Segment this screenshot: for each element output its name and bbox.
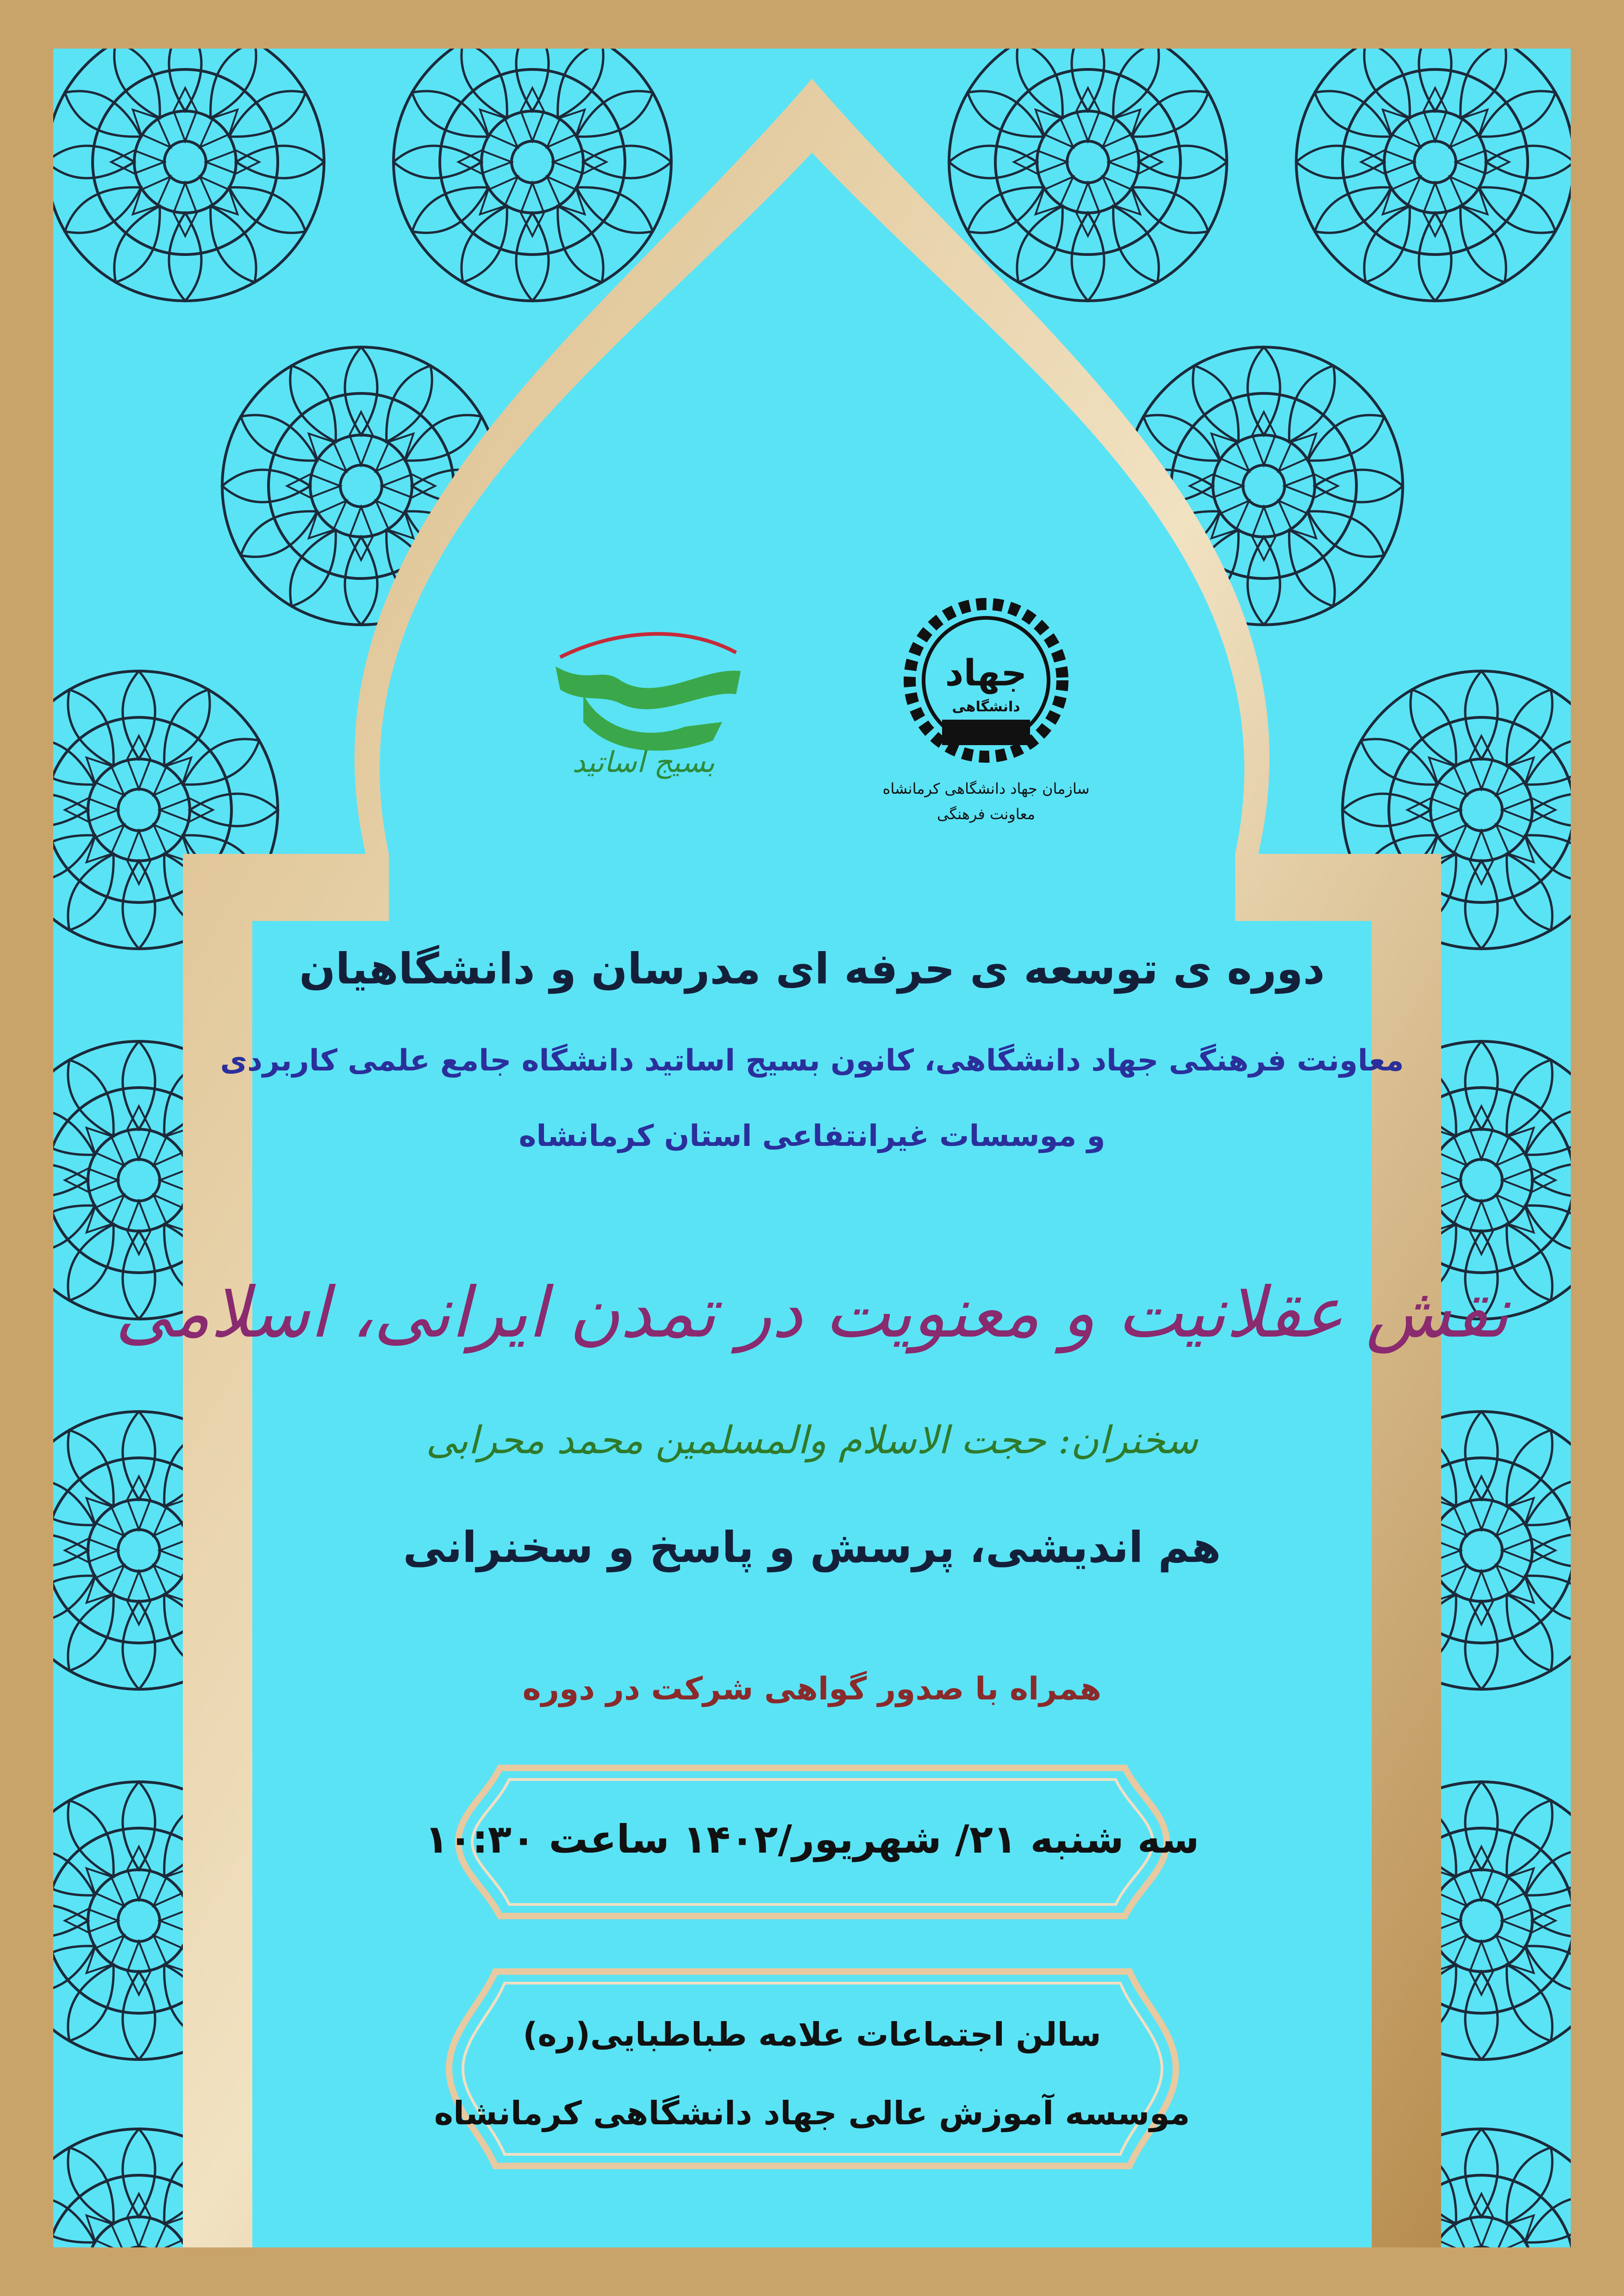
venue-line-1: سالن اجتماعات علامه طباطبایی(ره)	[523, 2016, 1101, 2053]
sessions-line: هم اندیشی، پرسش و پاسخ و سخنرانی	[403, 1523, 1221, 1572]
topic-title: نقش عقلانیت و معنویت در تمدن ایرانی، اسلامی	[115, 1273, 1509, 1353]
jahad-org-line-2: معاونت فرهنگی	[937, 805, 1036, 823]
speaker-line: سخنران: حجت الاسلام والمسلمین محمد محرابی	[426, 1419, 1198, 1462]
organizers-line-2: و موسسات غیرانتفاعی استان کرمانشاه	[518, 1119, 1106, 1153]
certificate-line: همراه با صدور گواهی شرکت در دوره	[522, 1671, 1102, 1707]
basij-logo-name: بسیج اساتید	[572, 745, 715, 779]
jahad-logo-word: جهاد	[945, 653, 1027, 694]
jahad-org-line-1: سازمان جهاد دانشگاهی کرمانشاه	[882, 780, 1090, 797]
datetime-line: سه شنبه ۲۱/ شهریور/۱۴۰۲ ساعت ۱۰:۳۰	[425, 1817, 1199, 1862]
venue-line-2: موسسه آموزش عالی جهاد دانشگاهی کرمانشاه	[434, 2094, 1190, 2132]
organizers-line-1: معاونت فرهنگی جهاد دانشگاهی، کانون بسیج اساتید دانشگاه جامع علمی کاربردی	[220, 1044, 1404, 1078]
jahad-logo-sub: دانشگاهی	[952, 699, 1020, 715]
course-title: دوره ی توسعه ی حرفه ای مدرسان و دانشگاهیان	[299, 944, 1325, 994]
